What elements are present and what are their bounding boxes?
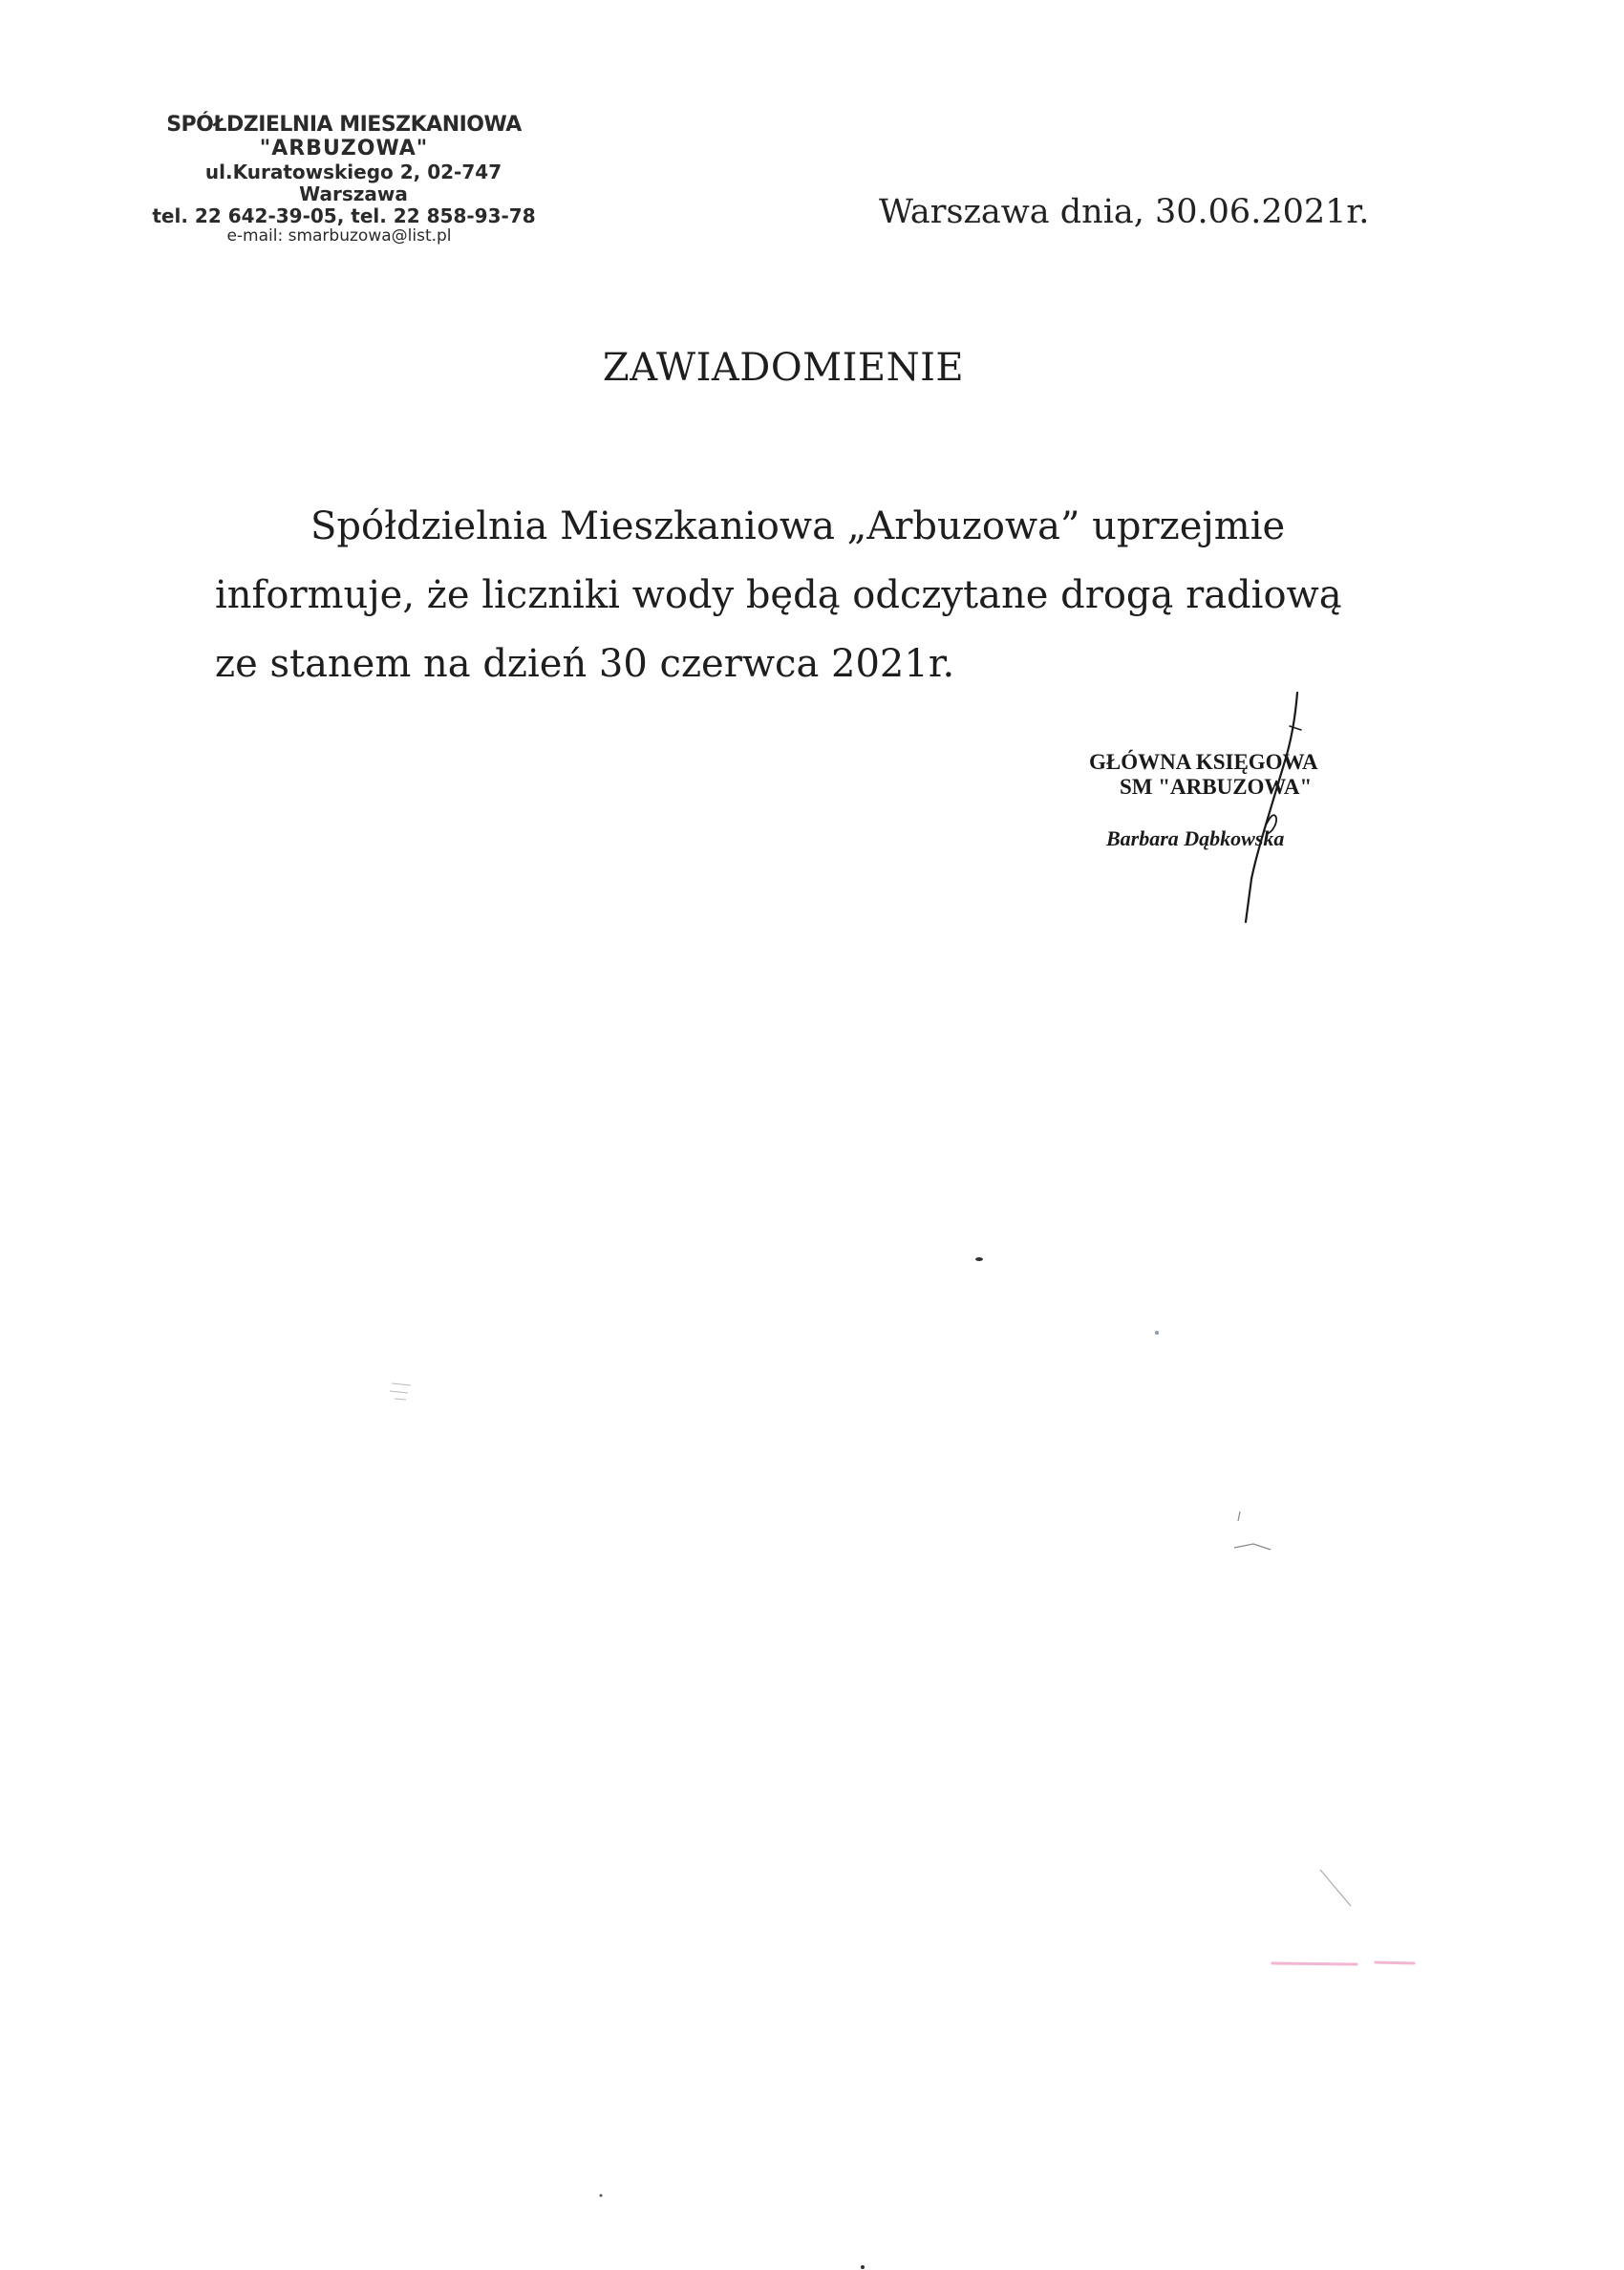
org-email: e-mail: smarbuzowa@list.pl	[226, 225, 452, 246]
signatory-organization: SM "ARBUZOWA"	[1120, 775, 1313, 799]
body-line-3: ze stanem na dzień 30 czerwca 2021r.	[215, 642, 955, 686]
org-address: ul.Kuratowskiego 2, 02-747 Warszawa	[204, 160, 502, 205]
org-name-line2: "ARBUZOWA"	[259, 137, 429, 161]
document-title: ZAWIADOMIENIE	[602, 346, 965, 390]
body-line-1: Spółdzielnia Mieszkaniowa „Arbuzowa” uprzejmie	[310, 504, 1286, 548]
scan-speck	[598, 2193, 604, 2198]
scan-speck	[1232, 1510, 1290, 1557]
scan-speck	[1318, 1868, 1357, 1911]
scan-speck	[1271, 1957, 1423, 1970]
scan-speck	[974, 1256, 984, 1262]
organization-header-stamp	[143, 113, 545, 246]
scan-speck	[1154, 1330, 1160, 1336]
signatory-name: Barbara Dąbkowska	[1106, 826, 1285, 850]
handwritten-signature-icon	[1185, 688, 1318, 927]
notice-body	[215, 492, 1428, 698]
body-line-2: informuje, że liczniki wody będą odczytane drogą radiową	[215, 573, 1342, 617]
org-name-line1: SPÓŁDZIELNIA MIESZKANIOWA	[166, 113, 522, 137]
org-phones: tel. 22 642-39-05, tel. 22 858-93-78	[152, 203, 536, 227]
document-date: Warszawa dnia, 30.06.2021r.	[879, 193, 1370, 231]
signatory-role: GŁÓWNA KSIĘGOWA	[1089, 750, 1318, 774]
scan-speck	[860, 2264, 865, 2270]
scan-speck	[387, 1376, 416, 1404]
